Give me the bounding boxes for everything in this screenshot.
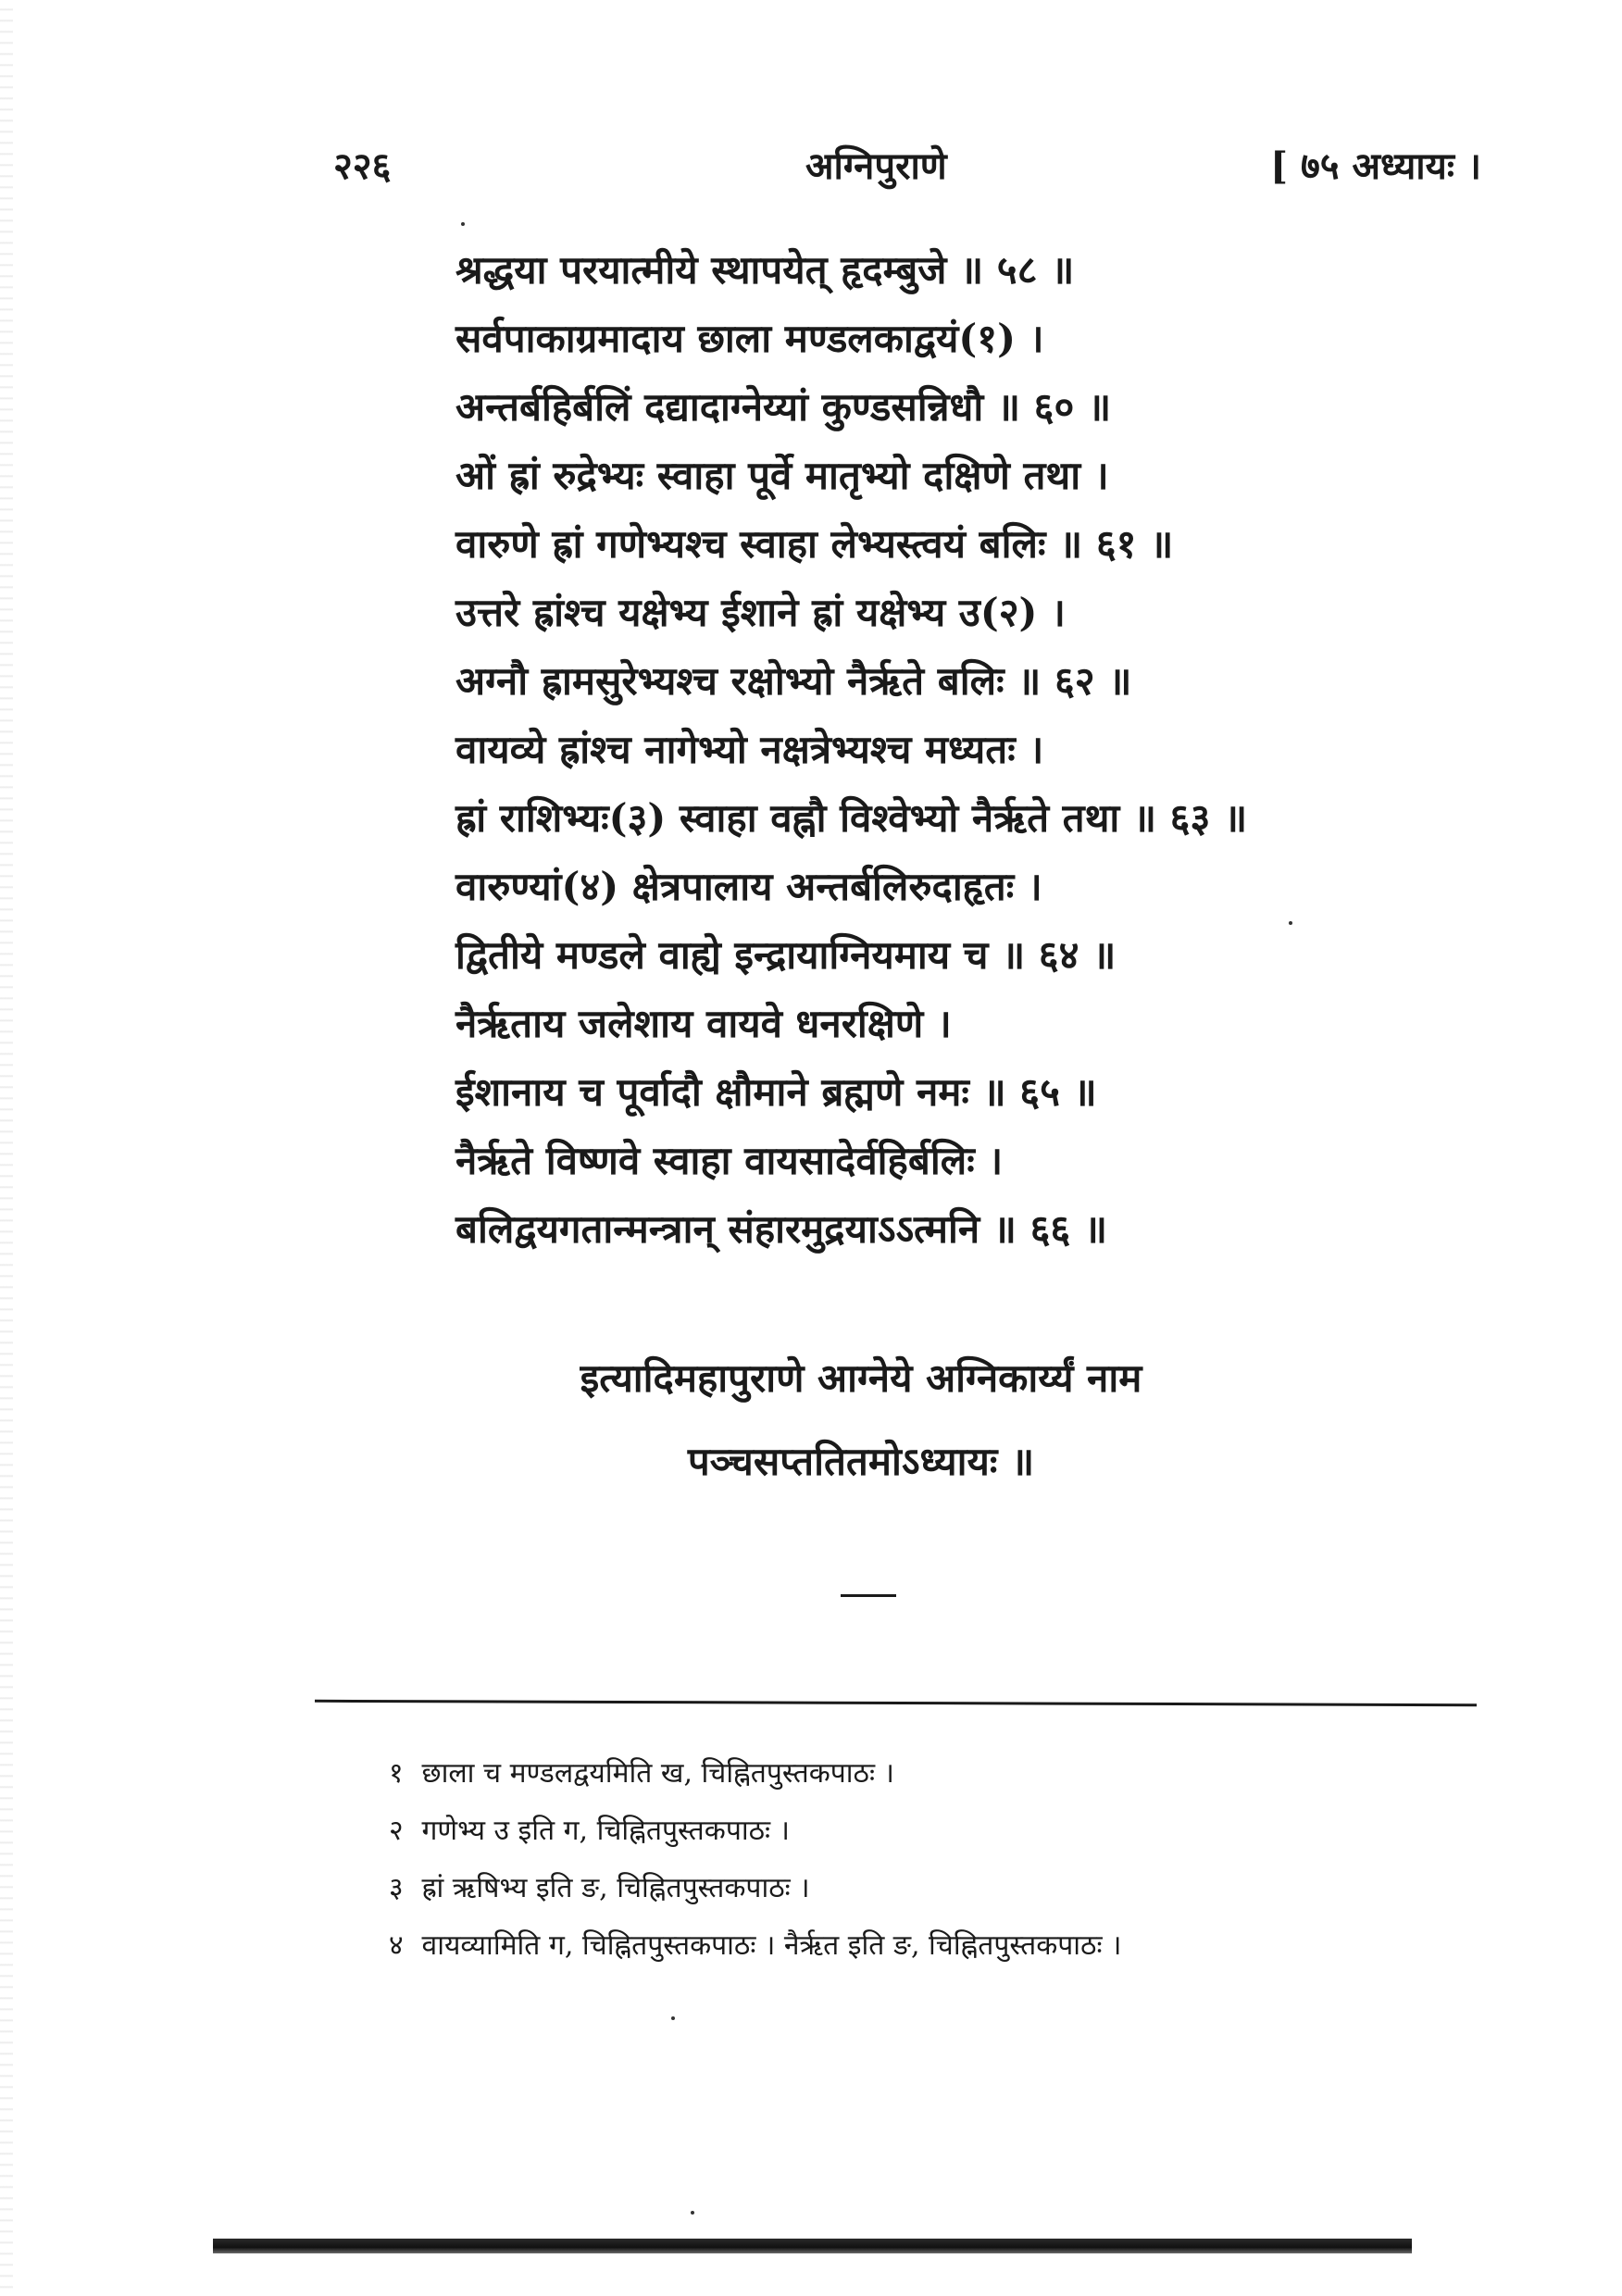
footnote-text: वायव्यामिति ग, चिह्नितपुस्तकपाठः । नैर्ऋत इति ङ, चिह्नितपुस्तकपाठः । [421,1929,1122,1962]
footnote [389,1929,1500,1963]
footnote-divider [315,1700,1477,1706]
verse-line: उत्तरे ह्रांश्च यक्षेभ्य ईशाने ह्रां यक्षेभ्य उ(२) । [455,590,1066,635]
colophon-line-1: इत्यादिमहापुराणे आग्नेये अग्निकार्य्यं नाम [580,1355,1142,1401]
verse-block [455,248,1455,1276]
footnote-text: ह्रां ऋषिभ्य इति ङ, चिह्नितपुस्तकपाठः । [421,1872,810,1904]
footnote-number: ४ [389,1929,404,1962]
scan-speck [671,2016,675,2020]
footnote-number: २ [389,1815,404,1847]
chapter-end-rule [841,1594,896,1597]
chapter-label: [ ७५ अध्यायः । [1270,144,1481,188]
footnote-text: छाला च मण्डलद्वयमिति ख, चिह्नितपुस्तकपाठः । [421,1757,894,1790]
verse-line: नैर्ऋते विष्णवे स्वाहा वायसादेर्वहिर्बलिः । [455,1138,1004,1183]
verse-line: अग्नौ ह्रामसुरेभ्यश्च रक्षोभ्यो नैर्ऋते बलिः ॥ ६२ ॥ [455,658,1132,704]
footnote [389,1872,1500,1905]
footnote-number: १ [389,1757,404,1790]
verse-line: ओं ह्रां रुद्रेभ्यः स्वाहा पूर्वे मातृभ्यो दक्षिणे तथा । [455,453,1109,498]
verse-line: वारुणे ह्रां गणेभ्यश्च स्वाहा लेभ्यस्त्वयं बलिः ॥ ६१ ॥ [455,521,1174,567]
verse-line: सर्वपाकाग्रमादाय छाला मण्डलकाद्वयं(१) । [455,316,1044,361]
verse-line: अन्तर्बहिर्बलिं दद्यादाग्नेय्यां कुण्डसन्निधौ ॥ ६० ॥ [455,384,1112,430]
verse-line: वायव्ये ह्रांश्च नागेभ्यो नक्षत्रेभ्यश्च मध्यतः । [455,727,1044,772]
scan-edge-artifact [0,0,13,2296]
footnotes [389,1757,1500,1987]
verse-line: श्रद्धया परयात्मीये स्थापयेत् हृदम्बुजे ॥ ५८ ॥ [455,247,1075,293]
footnote [389,1757,1500,1791]
verse-line: ईशानाय च पूर्वादौ क्षौमाने ब्रह्मणे नमः ॥ ६५ ॥ [455,1069,1097,1115]
page-header [333,139,1481,194]
footnote-text: गणेभ्य उ इति ग, चिह्नितपुस्तकपाठः । [421,1815,791,1847]
colophon-line-2: पञ्चसप्ततितमोऽध्यायः ॥ [687,1439,1035,1484]
verse-line: बलिद्वयगतान्मन्त्रान् संहारमुद्रयाऽऽत्मनि ॥ ६६ ॥ [455,1206,1108,1252]
scan-speck [691,2211,694,2215]
verse-line: द्वितीये मण्डले वाह्ये इन्द्रायाग्नियमाय च ॥ ६४ ॥ [455,932,1117,978]
verse-line: ह्रां राशिभ्यः(३) स्वाहा वह्नौ विश्वेभ्यो नैर्ऋते तथा ॥ ६३ ॥ [455,795,1248,841]
verse-line: वारुण्यां(४) क्षेत्रपालाय अन्तर्बलिरुदाहृतः । [455,864,1042,909]
scan-bottom-edge [213,2239,1412,2253]
verse-line: नैर्ऋताय जलेशाय वायवे धनरक्षिणे । [455,1001,952,1046]
page-number: २२६ [333,144,392,188]
footnote-number: ३ [389,1872,404,1904]
scan-speck [1289,921,1292,925]
footnote [389,1815,1500,1848]
running-title: अग्निपुराणे [805,144,947,188]
chapter-colophon [481,1356,1241,1523]
scan-speck [461,222,465,226]
